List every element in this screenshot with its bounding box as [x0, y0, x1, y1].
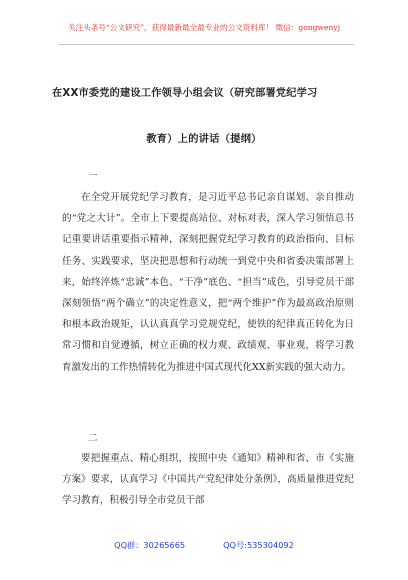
section-paragraph-2: 要把握重点、精心组织，按照中央《通知》精神和省、市《实施方案》要求，认真学习《中国共产党纪律处分条例》，高质量推进党纪学习教育，积极引导全市党员干部 [62, 453, 354, 507]
section-number-1: 一 [88, 171, 98, 182]
section-paragraph-1: 在全党开展党纪学习教育，是习近平总书记亲自谋划、亲自推动的“党之大计”。全市上下要提高站位、对标对表，深入学习领悟总书记重要讲话重要指示精神，深刻把握党纪学习教育的政治指向、目标任务、实践要求，坚决把思想和行动统一到党中央和省委决策部署上来，始终淬炼“忠诚”本色、“干净”底色、“担当”成色，引导党员干部深刻领悟“两个确立”的决定性意义，把“两个维护”作为最高政治原则和根本政治规矩，认认真真学习党规党纪，使铁的纪律真正转化为日常习惯和自觉遵循，树立正确的权力观、政绩观、事业观，将学习教育激发出的工作热情转化为推进中国式现代化XX新实践的强大动力。 [62, 192, 354, 373]
footer-contacts [0, 540, 408, 551]
footer-qq-group: QQ群：30265665 [114, 540, 186, 550]
document-title-line-2: 教育）上的讲话（提纲） [146, 134, 262, 145]
section-number-2: 二 [88, 433, 98, 444]
footer-qq-number: QQ号:535304092 [223, 540, 294, 550]
header-divider [58, 44, 354, 45]
document-title-line-1: 在XX市委党的建设工作领导小组会议（研究部署党纪学习 [52, 88, 318, 99]
header-promo: 关注头条号“公文研究”，获得最新最全最专业的公文资料库！ 微信：gongwenyj [67, 23, 341, 32]
